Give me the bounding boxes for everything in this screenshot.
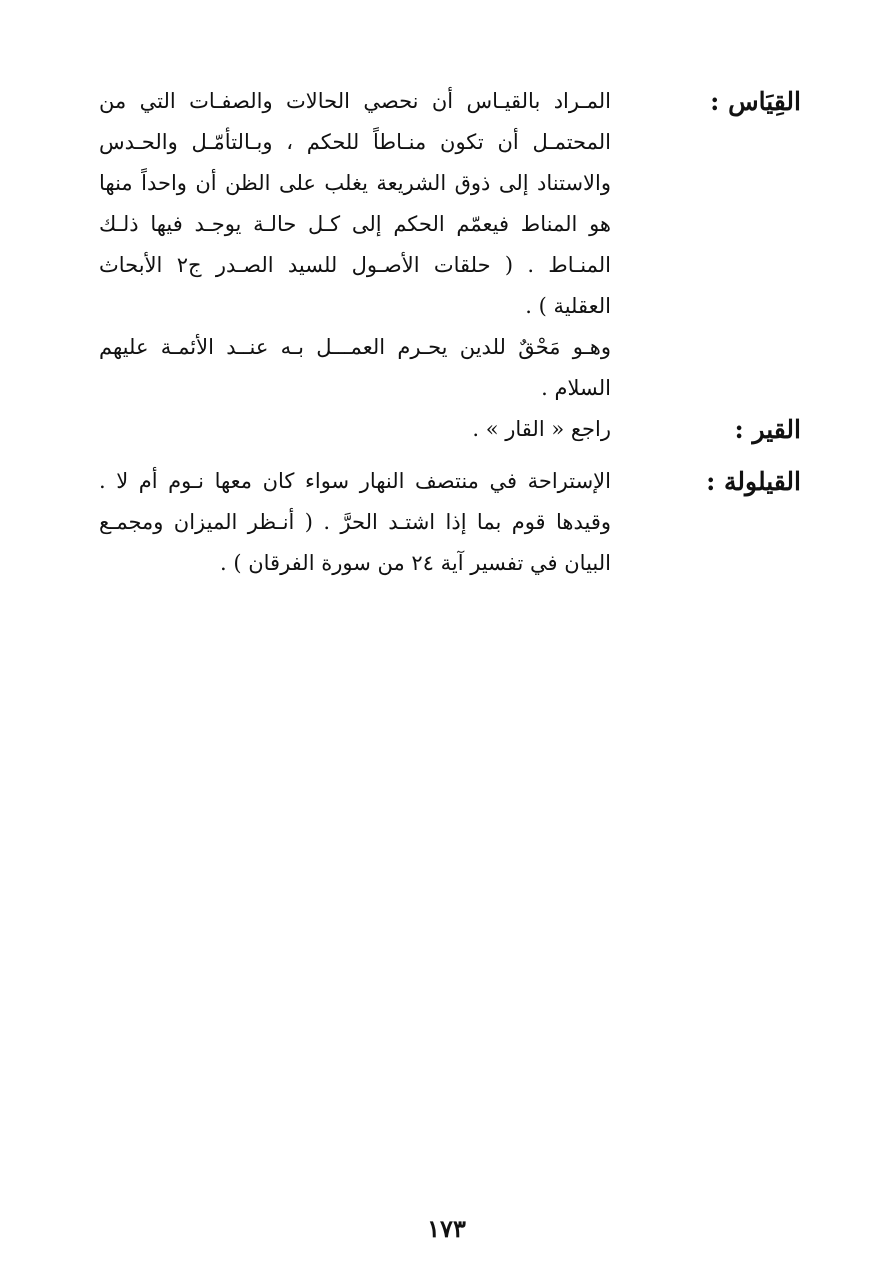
entry-term: القيلولة : (706, 467, 801, 496)
definition-paragraph: الإستراحة في منتصف النهار سواء كان معها نـوم أم لا . وقيدها قوم بما إذا اشتـد الحرَّ . ( أنـظر الميزان ومجمـع البيان في تفسير آية ٢٤ من سورة الفرقان ) . (99, 469, 611, 575)
definition-paragraph: وهـو مَحْقٌ للدين يحـرم العمـــل بـه عنــد الأئمـة عليهم السلام . (99, 335, 611, 400)
definition-paragraph: راجع « القار » . (472, 417, 611, 441)
entry-term: القير : (734, 415, 801, 444)
definition-paragraph: المـراد بالقيـاس أن نحصي الحالات والصفـات التي من المحتمـل أن تكون منـاطاً للحكم ، وبـالتأمّـل والحـدس والاستناد إلى ذوق الشريعة يغلب على الظن أن واحداً منها هو المناط فيعمّم الحكم إلى كـل حالـة يوجـد فيها ذلـك المنـاط . ( حلقات الأصـول للسيد الصـدر ج٢ الأبحاث العقلية ) . (99, 89, 611, 318)
entry-definition (99, 81, 611, 409)
entry-definition (99, 409, 611, 450)
entry-definition (99, 461, 611, 584)
entry-term: القِيَاس : (710, 87, 801, 116)
page-number: ١٧٣ (427, 1214, 466, 1243)
